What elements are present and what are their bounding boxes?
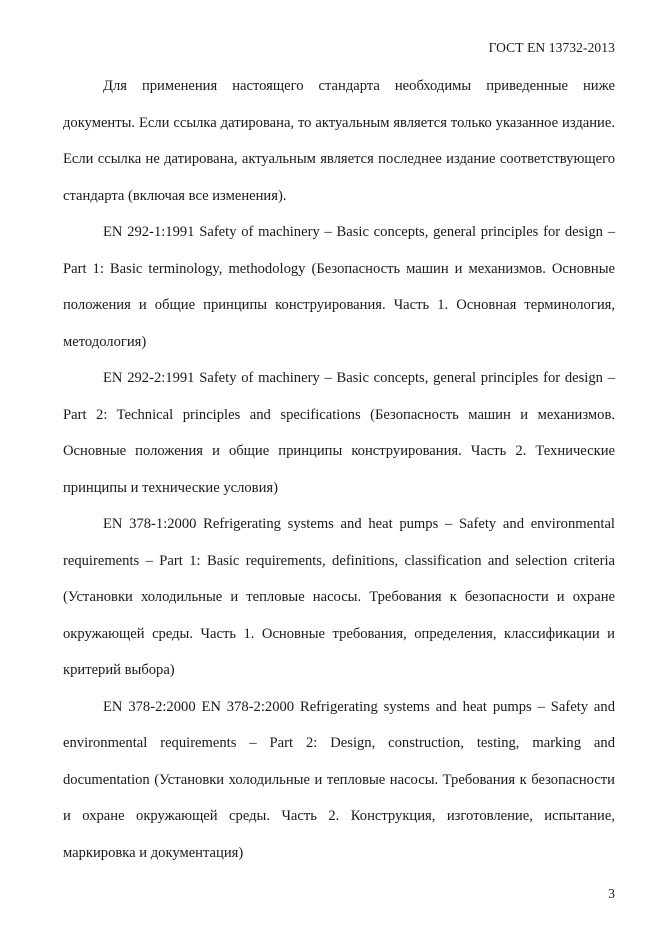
document-body (63, 68, 615, 871)
page-number: 3 (608, 886, 615, 901)
intro-paragraph: Для применения настоящего стандарта необходимы приведенные ниже документы. Если ссылка датирована, то актуальным является только указанное издание. Если ссылка не датирована, актуальным является последнее издание соответствующего стандарта (включая все изменения). (63, 78, 615, 204)
page-header-standard-id: ГОСТ EN 13732-2013 (488, 40, 615, 55)
reference-en-292-2: EN 292-2:1991 Safety of machinery – Basic concepts, general principles for design – Part 2: Technical principles and specifications (Безопасность машин и механизмов. Основные положения и общие принципы конструирования. Часть 2. Технические принципы и технические условия) (63, 370, 615, 496)
reference-en-378-1: EN 378-1:2000 Refrigerating systems and heat pumps – Safety and environmental requirements – Part 1: Basic requirements, definitions, classification and selection criteria (Установки холодильные и тепловые насосы. Требования к безопасности и охране окружающей среды. Часть 1. Основные требования, определения, классификации и критерий выбора) (63, 516, 615, 678)
reference-en-378-2: EN 378-2:2000 EN 378-2:2000 Refrigerating systems and heat pumps – Safety and environmental requirements – Part 2: Design, construction, testing, marking and documentation (Установки холодильные и тепловые насосы. Требования к безопасности и охране окружающей среды. Часть 2. Конструкция, изготовление, испытание, маркировка и документация) (63, 698, 615, 861)
reference-en-292-1: EN 292-1:1991 Safety of machinery – Basic concepts, general principles for design – Part 1: Basic terminology, methodology (Безопасность машин и механизмов. Основные положения и общие принципы конструирования. Часть 1. Основная терминология, методология) (63, 224, 615, 350)
